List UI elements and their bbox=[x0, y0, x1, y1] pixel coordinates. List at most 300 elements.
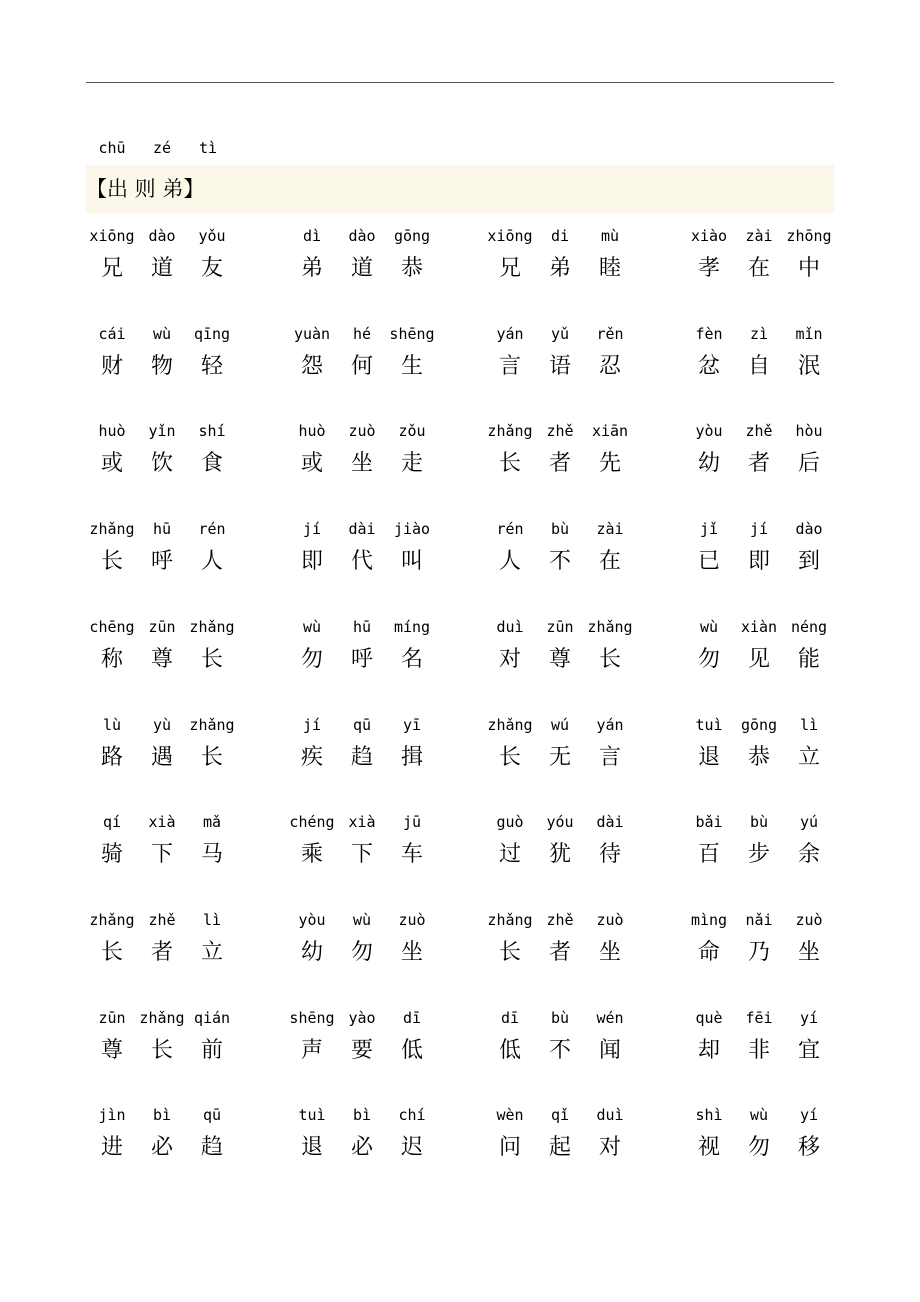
pinyin: dào bbox=[348, 227, 376, 245]
pinyin: wù bbox=[352, 911, 372, 929]
hanzi: 进 bbox=[100, 1135, 123, 1160]
pinyin: guò bbox=[496, 813, 524, 831]
pinyin: tuì bbox=[298, 1106, 326, 1124]
pinyin: bǎi bbox=[695, 813, 723, 831]
hanzi: 代 bbox=[350, 549, 373, 574]
hanzi: 长 bbox=[100, 940, 123, 965]
verse-phrase bbox=[86, 519, 236, 583]
hanzi: 退 bbox=[300, 1135, 323, 1160]
hanzi: 呼 bbox=[150, 549, 173, 574]
hanzi: 必 bbox=[350, 1135, 373, 1160]
pinyin: qū bbox=[202, 1106, 222, 1124]
pinyin: shì bbox=[695, 1106, 723, 1124]
character-cell bbox=[783, 324, 835, 388]
verse-phrase bbox=[484, 324, 634, 388]
hanzi: 言 bbox=[498, 354, 521, 379]
pinyin: yào bbox=[348, 1009, 376, 1027]
hanzi: 人 bbox=[498, 549, 521, 574]
hanzi: 下 bbox=[150, 842, 173, 867]
verse-phrase bbox=[286, 715, 436, 779]
pinyin: yǐn bbox=[148, 422, 176, 440]
character-cell bbox=[783, 617, 835, 681]
pinyin: dào bbox=[148, 227, 176, 245]
hanzi: 坐 bbox=[400, 940, 423, 965]
pinyin: shēng bbox=[289, 1009, 335, 1027]
hanzi: 迟 bbox=[400, 1135, 423, 1160]
pinyin: yóu bbox=[546, 813, 574, 831]
pinyin: zǒu bbox=[398, 422, 426, 440]
hanzi: 长 bbox=[498, 745, 521, 770]
pinyin: chéng bbox=[289, 813, 335, 831]
pinyin: yuàn bbox=[293, 325, 331, 343]
pinyin: hū bbox=[352, 618, 372, 636]
hanzi: 已 bbox=[697, 549, 720, 574]
pinyin: yú bbox=[799, 813, 819, 831]
hanzi: 退 bbox=[697, 745, 720, 770]
verse-phrase bbox=[484, 617, 634, 681]
hanzi: 财 bbox=[100, 354, 123, 379]
character-cell bbox=[386, 1008, 438, 1072]
pinyin: bù bbox=[749, 813, 769, 831]
verse-phrase bbox=[286, 324, 436, 388]
pinyin: wèn bbox=[496, 1106, 524, 1124]
hanzi: 无 bbox=[548, 745, 571, 770]
pinyin: zūn bbox=[98, 1009, 126, 1027]
pinyin: dài bbox=[596, 813, 624, 831]
hanzi: 道 bbox=[350, 256, 373, 281]
hanzi: 长 bbox=[498, 451, 521, 476]
pinyin: zhǎng bbox=[139, 1009, 185, 1027]
hanzi: 恭 bbox=[400, 256, 423, 281]
character-cell bbox=[386, 226, 438, 290]
pinyin: rén bbox=[198, 520, 226, 538]
pinyin: dào bbox=[795, 520, 823, 538]
hanzi: 立 bbox=[200, 940, 223, 965]
hanzi: 友 bbox=[200, 256, 223, 281]
section-title: 【出 则 弟】 bbox=[86, 177, 205, 201]
hanzi: 趋 bbox=[200, 1135, 223, 1160]
hanzi: 长 bbox=[150, 1038, 173, 1063]
hanzi: 不 bbox=[548, 1038, 571, 1063]
hanzi: 长 bbox=[498, 940, 521, 965]
hanzi: 生 bbox=[400, 354, 423, 379]
hanzi: 勿 bbox=[300, 647, 323, 672]
character-cell bbox=[386, 324, 438, 388]
hanzi: 长 bbox=[100, 549, 123, 574]
pinyin: xià bbox=[148, 813, 176, 831]
pinyin: xià bbox=[348, 813, 376, 831]
pinyin: bì bbox=[152, 1106, 172, 1124]
hanzi: 在 bbox=[598, 549, 621, 574]
pinyin: zài bbox=[745, 227, 773, 245]
pinyin: yòu bbox=[298, 911, 326, 929]
verse-phrase bbox=[286, 910, 436, 974]
pinyin: zhě bbox=[546, 422, 574, 440]
pinyin: zhǎng bbox=[487, 716, 533, 734]
character-cell bbox=[386, 715, 438, 779]
hanzi: 即 bbox=[300, 549, 323, 574]
verse-phrase bbox=[86, 226, 236, 290]
character-cell bbox=[186, 226, 238, 290]
character-cell bbox=[584, 715, 636, 779]
title-pinyin-3: tì bbox=[198, 139, 218, 157]
pinyin: hé bbox=[352, 325, 372, 343]
hanzi: 在 bbox=[747, 256, 770, 281]
pinyin: yán bbox=[496, 325, 524, 343]
pinyin: lì bbox=[799, 716, 819, 734]
pinyin: rén bbox=[496, 520, 524, 538]
hanzi: 忿 bbox=[697, 354, 720, 379]
character-cell bbox=[386, 519, 438, 583]
hanzi: 长 bbox=[200, 647, 223, 672]
hanzi: 不 bbox=[548, 549, 571, 574]
pinyin: jí bbox=[302, 520, 322, 538]
verse-phrase bbox=[484, 715, 634, 779]
pinyin: yǔ bbox=[550, 325, 570, 343]
hanzi: 车 bbox=[400, 842, 423, 867]
hanzi: 何 bbox=[350, 354, 373, 379]
pinyin: tuì bbox=[695, 716, 723, 734]
pinyin: jǐ bbox=[699, 520, 719, 538]
verse-phrase bbox=[683, 324, 833, 388]
pinyin: fēi bbox=[745, 1009, 773, 1027]
character-cell bbox=[386, 1105, 438, 1169]
hanzi: 坐 bbox=[350, 451, 373, 476]
hanzi: 称 bbox=[100, 647, 123, 672]
hanzi: 立 bbox=[797, 745, 820, 770]
hanzi: 尊 bbox=[100, 1038, 123, 1063]
pinyin: zūn bbox=[546, 618, 574, 636]
pinyin: lù bbox=[102, 716, 122, 734]
hanzi: 坐 bbox=[598, 940, 621, 965]
hanzi: 勿 bbox=[350, 940, 373, 965]
hanzi: 先 bbox=[598, 451, 621, 476]
character-cell bbox=[386, 812, 438, 876]
hanzi: 尊 bbox=[548, 647, 571, 672]
pinyin: dī bbox=[500, 1009, 520, 1027]
pinyin: qí bbox=[102, 813, 122, 831]
pinyin: gōng bbox=[393, 227, 431, 245]
hanzi: 弟 bbox=[548, 256, 571, 281]
pinyin: qīng bbox=[193, 325, 231, 343]
hanzi: 马 bbox=[200, 842, 223, 867]
pinyin: zūn bbox=[148, 618, 176, 636]
title-pinyin-1: chū bbox=[98, 139, 126, 157]
character-cell bbox=[584, 910, 636, 974]
verse-phrase bbox=[484, 910, 634, 974]
character-cell bbox=[584, 812, 636, 876]
hanzi: 孝 bbox=[697, 256, 720, 281]
pinyin: yí bbox=[799, 1106, 819, 1124]
hanzi: 尊 bbox=[150, 647, 173, 672]
hanzi: 过 bbox=[498, 842, 521, 867]
hanzi: 忍 bbox=[598, 354, 621, 379]
pinyin: néng bbox=[790, 618, 828, 636]
pinyin: mù bbox=[600, 227, 620, 245]
character-cell bbox=[783, 812, 835, 876]
pinyin: duì bbox=[596, 1106, 624, 1124]
verse-phrase bbox=[286, 1008, 436, 1072]
pinyin: nǎi bbox=[745, 911, 773, 929]
pinyin: xiào bbox=[690, 227, 728, 245]
pinyin: di bbox=[550, 227, 570, 245]
pinyin: shēng bbox=[389, 325, 435, 343]
character-cell bbox=[186, 1008, 238, 1072]
pinyin: hòu bbox=[795, 422, 823, 440]
hanzi: 前 bbox=[200, 1038, 223, 1063]
hanzi: 勿 bbox=[697, 647, 720, 672]
verse-phrase bbox=[484, 519, 634, 583]
verse-phrase bbox=[86, 324, 236, 388]
pinyin: zuò bbox=[596, 911, 624, 929]
pinyin: rěn bbox=[596, 325, 624, 343]
verse-phrase bbox=[683, 1105, 833, 1169]
character-cell bbox=[186, 715, 238, 779]
pinyin: xiōng bbox=[487, 227, 533, 245]
pinyin: bù bbox=[550, 520, 570, 538]
verse-phrase bbox=[286, 812, 436, 876]
hanzi: 睦 bbox=[598, 256, 621, 281]
character-cell bbox=[186, 812, 238, 876]
pinyin: wén bbox=[596, 1009, 624, 1027]
hanzi: 名 bbox=[400, 647, 423, 672]
hanzi: 步 bbox=[747, 842, 770, 867]
character-cell bbox=[186, 617, 238, 681]
character-cell bbox=[783, 910, 835, 974]
character-cell bbox=[386, 910, 438, 974]
character-cell bbox=[783, 1008, 835, 1072]
pinyin: fèn bbox=[695, 325, 723, 343]
pinyin: yī bbox=[402, 716, 422, 734]
verse-phrase bbox=[86, 715, 236, 779]
hanzi: 待 bbox=[598, 842, 621, 867]
verse-phrase bbox=[86, 617, 236, 681]
verse-phrase bbox=[683, 226, 833, 290]
pinyin: qǐ bbox=[550, 1106, 570, 1124]
verse-phrase bbox=[86, 421, 236, 485]
hanzi: 命 bbox=[697, 940, 720, 965]
pinyin: zhǎng bbox=[89, 911, 135, 929]
character-cell bbox=[584, 1105, 636, 1169]
hanzi: 长 bbox=[598, 647, 621, 672]
pinyin: yù bbox=[152, 716, 172, 734]
hanzi: 兄 bbox=[100, 256, 123, 281]
hanzi: 物 bbox=[150, 354, 173, 379]
verse-phrase bbox=[683, 812, 833, 876]
verse-phrase bbox=[484, 421, 634, 485]
hanzi: 揖 bbox=[400, 745, 423, 770]
pinyin: qū bbox=[352, 716, 372, 734]
pinyin: wù bbox=[699, 618, 719, 636]
header-rule bbox=[86, 82, 834, 83]
pinyin: què bbox=[695, 1009, 723, 1027]
verse-phrase bbox=[86, 812, 236, 876]
hanzi: 坐 bbox=[797, 940, 820, 965]
hanzi: 起 bbox=[548, 1135, 571, 1160]
character-cell bbox=[783, 519, 835, 583]
pinyin: zhǎng bbox=[189, 618, 235, 636]
hanzi: 对 bbox=[498, 647, 521, 672]
pinyin: xiàn bbox=[740, 618, 778, 636]
hanzi: 遇 bbox=[150, 745, 173, 770]
pinyin: mìng bbox=[690, 911, 728, 929]
character-cell bbox=[386, 421, 438, 485]
pinyin: wù bbox=[749, 1106, 769, 1124]
hanzi: 即 bbox=[747, 549, 770, 574]
verse-phrase bbox=[484, 1105, 634, 1169]
verse-phrase bbox=[683, 715, 833, 779]
hanzi: 走 bbox=[400, 451, 423, 476]
pinyin: zuò bbox=[348, 422, 376, 440]
pinyin: cái bbox=[98, 325, 126, 343]
hanzi: 或 bbox=[100, 451, 123, 476]
hanzi: 低 bbox=[400, 1038, 423, 1063]
pinyin: gōng bbox=[740, 716, 778, 734]
pinyin: chēng bbox=[89, 618, 135, 636]
verse-phrase bbox=[86, 1105, 236, 1169]
pinyin: chí bbox=[398, 1106, 426, 1124]
hanzi: 泯 bbox=[797, 354, 820, 379]
pinyin: huò bbox=[98, 422, 126, 440]
character-cell bbox=[584, 226, 636, 290]
hanzi: 移 bbox=[797, 1135, 820, 1160]
pinyin: jí bbox=[302, 716, 322, 734]
pinyin: lì bbox=[202, 911, 222, 929]
character-cell bbox=[584, 617, 636, 681]
hanzi: 能 bbox=[797, 647, 820, 672]
character-cell bbox=[783, 421, 835, 485]
hanzi: 视 bbox=[697, 1135, 720, 1160]
verse-phrase bbox=[683, 910, 833, 974]
hanzi: 弟 bbox=[300, 256, 323, 281]
pinyin: yí bbox=[799, 1009, 819, 1027]
hanzi: 恭 bbox=[747, 745, 770, 770]
hanzi: 呼 bbox=[350, 647, 373, 672]
hanzi: 必 bbox=[150, 1135, 173, 1160]
character-cell bbox=[386, 617, 438, 681]
pinyin: hū bbox=[152, 520, 172, 538]
verse-phrase bbox=[286, 226, 436, 290]
hanzi: 语 bbox=[548, 354, 571, 379]
pinyin: zì bbox=[749, 325, 769, 343]
hanzi: 幼 bbox=[300, 940, 323, 965]
pinyin: zhǎng bbox=[189, 716, 235, 734]
verse-phrase bbox=[286, 519, 436, 583]
hanzi: 闻 bbox=[598, 1038, 621, 1063]
character-cell bbox=[186, 910, 238, 974]
hanzi: 中 bbox=[797, 256, 820, 281]
pinyin: dài bbox=[348, 520, 376, 538]
pinyin: yán bbox=[596, 716, 624, 734]
hanzi: 勿 bbox=[747, 1135, 770, 1160]
pinyin: yǒu bbox=[198, 227, 226, 245]
pinyin: jí bbox=[749, 520, 769, 538]
pinyin: bì bbox=[352, 1106, 372, 1124]
character-cell bbox=[186, 1105, 238, 1169]
hanzi: 趋 bbox=[350, 745, 373, 770]
hanzi: 轻 bbox=[200, 354, 223, 379]
character-cell bbox=[186, 421, 238, 485]
hanzi: 声 bbox=[300, 1038, 323, 1063]
character-cell bbox=[584, 1008, 636, 1072]
hanzi: 下 bbox=[350, 842, 373, 867]
pinyin: zuò bbox=[398, 911, 426, 929]
verse-phrase bbox=[484, 1008, 634, 1072]
pinyin: wù bbox=[152, 325, 172, 343]
hanzi: 人 bbox=[200, 549, 223, 574]
hanzi: 者 bbox=[548, 451, 571, 476]
pinyin: zhě bbox=[546, 911, 574, 929]
pinyin: zhǎng bbox=[587, 618, 633, 636]
pinyin: zhě bbox=[148, 911, 176, 929]
hanzi: 余 bbox=[797, 842, 820, 867]
title-pinyin-2: zé bbox=[152, 139, 172, 157]
hanzi: 幼 bbox=[697, 451, 720, 476]
pinyin: wù bbox=[302, 618, 322, 636]
pinyin: xiōng bbox=[89, 227, 135, 245]
character-cell bbox=[584, 324, 636, 388]
verse-phrase bbox=[286, 617, 436, 681]
hanzi: 叫 bbox=[400, 549, 423, 574]
character-cell bbox=[186, 519, 238, 583]
hanzi: 乃 bbox=[747, 940, 770, 965]
verse-phrase bbox=[286, 1105, 436, 1169]
pinyin: zhǎng bbox=[89, 520, 135, 538]
hanzi: 言 bbox=[598, 745, 621, 770]
pinyin: jū bbox=[402, 813, 422, 831]
pinyin: jìn bbox=[98, 1106, 126, 1124]
hanzi: 见 bbox=[747, 647, 770, 672]
pinyin: xiān bbox=[591, 422, 629, 440]
character-cell bbox=[186, 324, 238, 388]
hanzi: 百 bbox=[697, 842, 720, 867]
hanzi: 食 bbox=[200, 451, 223, 476]
pinyin: dī bbox=[402, 1009, 422, 1027]
hanzi: 非 bbox=[747, 1038, 770, 1063]
character-cell bbox=[783, 1105, 835, 1169]
hanzi: 兄 bbox=[498, 256, 521, 281]
hanzi: 骑 bbox=[100, 842, 123, 867]
hanzi: 乘 bbox=[300, 842, 323, 867]
hanzi: 自 bbox=[747, 354, 770, 379]
verse-phrase bbox=[86, 910, 236, 974]
verse-phrase bbox=[484, 812, 634, 876]
pinyin: shí bbox=[198, 422, 226, 440]
pinyin: jiào bbox=[393, 520, 431, 538]
hanzi: 或 bbox=[300, 451, 323, 476]
hanzi: 者 bbox=[747, 451, 770, 476]
hanzi: 怨 bbox=[300, 354, 323, 379]
hanzi: 者 bbox=[548, 940, 571, 965]
pinyin: wú bbox=[550, 716, 570, 734]
hanzi: 长 bbox=[200, 745, 223, 770]
verse-phrase bbox=[683, 617, 833, 681]
pinyin: dì bbox=[302, 227, 322, 245]
hanzi: 宜 bbox=[797, 1038, 820, 1063]
hanzi: 饮 bbox=[150, 451, 173, 476]
verse-phrase bbox=[683, 421, 833, 485]
character-cell bbox=[783, 226, 835, 290]
verse-phrase bbox=[86, 1008, 236, 1072]
hanzi: 问 bbox=[498, 1135, 521, 1160]
hanzi: 到 bbox=[797, 549, 820, 574]
pinyin: mǎ bbox=[202, 813, 222, 831]
pinyin: zhǎng bbox=[487, 422, 533, 440]
hanzi: 疾 bbox=[300, 745, 323, 770]
pinyin: zài bbox=[596, 520, 624, 538]
hanzi: 路 bbox=[100, 745, 123, 770]
pinyin: qián bbox=[193, 1009, 231, 1027]
